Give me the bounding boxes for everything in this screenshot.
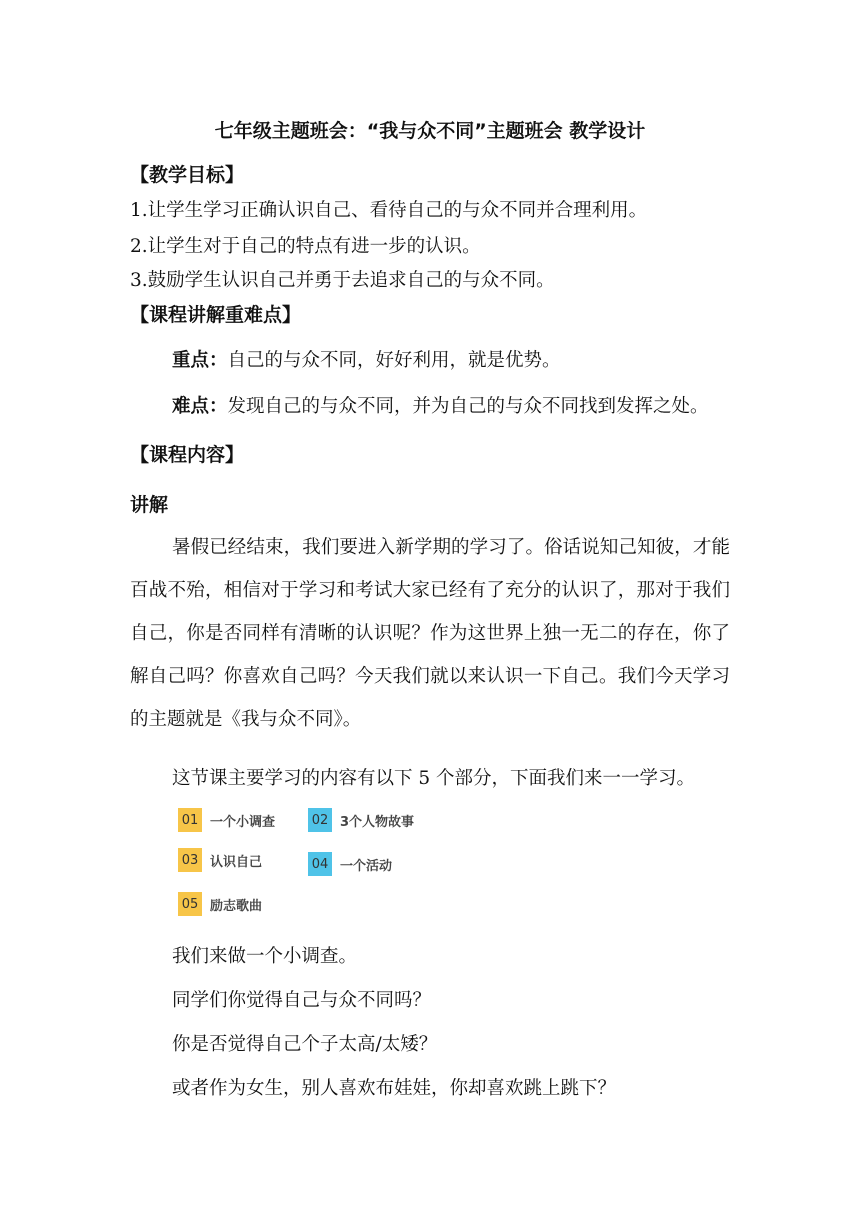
goals-heading: 【教学目标】 [130,164,245,186]
outline-number-03: 03 [178,848,202,872]
outline-label-03: 认识自己 [210,854,263,870]
document-title: 七年级主题班会：“我与众不同”主题班会 教学设计 [214,120,646,142]
outline-number-01: 01 [178,808,202,832]
survey-line-2: 同学们你觉得自己与众不同吗？ [172,990,432,1011]
keypoints-heading: 【课程讲解重难点】 [130,304,302,326]
keypoint-text: 自己的与众不同，好好利用，就是优势。 [227,350,561,371]
goal-item-3: 3.鼓励学生认识自己并勇于去追求自己的与众不同。 [130,270,555,291]
outline-label-05: 励志歌曲 [210,898,263,914]
outline-label-04: 一个活动 [340,858,393,874]
survey-line-4: 或者作为女生，别人喜欢布娃娃，你却喜欢跳上跳下？ [172,1078,617,1099]
content-heading: 【课程内容】 [130,444,245,466]
difficulty-line [172,392,709,418]
difficulty-text: 发现自己的与众不同，并为自己的与众不同找到发挥之处。 [227,396,709,417]
outline-item-04 [308,852,392,876]
outline-number-04: 04 [308,852,332,876]
outline-number-05: 05 [178,892,202,916]
outline-label-02: 3个人物故事 [340,814,415,830]
outline-item-02 [308,808,414,832]
goal-item-1: 1.让学生学习正确认识自己、看待自己的与众不同并合理利用。 [130,200,648,221]
outline-label-01: 一个小调查 [210,814,276,830]
survey-line-1: 我们来做一个小调查。 [172,946,358,967]
difficulty-label: 难点： [172,396,228,417]
outline-item-03 [178,848,262,872]
outline-item-01 [178,808,275,832]
intro-paragraph: 暑假已经结束，我们要进入新学期的学习了。俗话说知己知彼，才能百战不殆，相信对于学习和考试大家已经有了充分的认识了，那对于我们自己，你是否同样有清晰的认识呢？作为这世界上独一无二的存在，你了解自己吗？你喜欢自己吗？今天我们就以来认识一下自己。我们今天学习的主题就是《我与众不同》。 [130,537,730,730]
lecture-heading: 讲解 [130,494,169,516]
outline-intro: 这节课主要学习的内容有以下 5 个部分，下面我们来一一学习。 [172,768,696,789]
keypoint-line [172,346,561,372]
survey-line-3: 你是否觉得自己个子太高/太矮？ [172,1034,438,1055]
goal-item-2: 2.让学生对于自己的特点有进一步的认识。 [130,236,481,257]
keypoint-label: 重点： [172,350,228,371]
outline-number-02: 02 [308,808,332,832]
outline-item-05 [178,892,262,916]
